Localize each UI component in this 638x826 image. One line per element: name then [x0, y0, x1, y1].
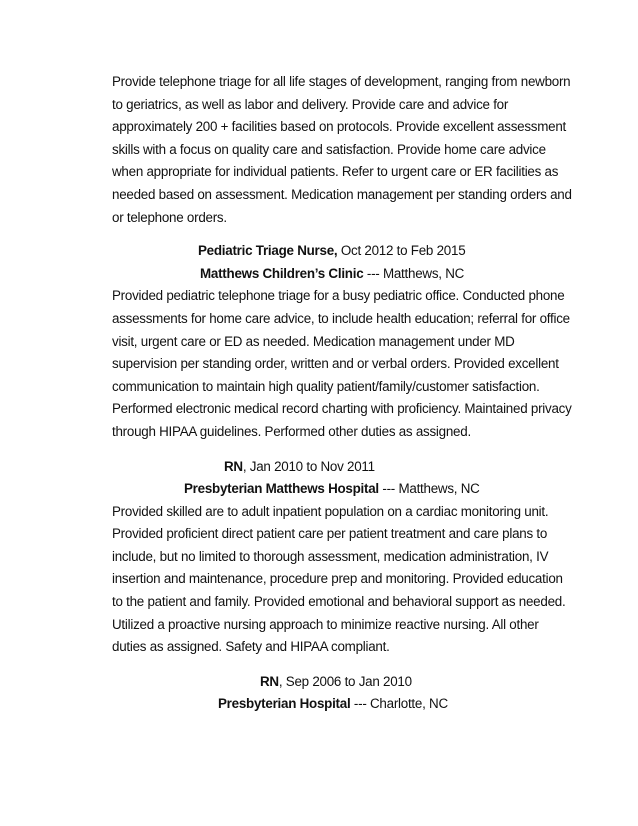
employer-name: Matthews Children’s Clinic — [200, 265, 364, 281]
job-dates: , Sep 2006 to Jan 2010 — [278, 673, 412, 689]
job-title-line — [112, 240, 572, 263]
employer-line — [112, 693, 572, 716]
job-title: Pediatric Triage Nurse, — [198, 243, 338, 259]
job-entry — [112, 240, 572, 443]
job-title: RN — [260, 673, 279, 689]
spacer — [112, 229, 572, 240]
job-dates: , Jan 2010 to Nov 2011 — [242, 458, 375, 474]
resume-page — [112, 71, 572, 716]
employer-location: --- Matthews, NC — [378, 481, 480, 497]
job-dates: Oct 2012 to Feb 2015 — [337, 243, 466, 259]
employer-location: --- Charlotte, NC — [350, 696, 448, 712]
job-title-line — [112, 671, 572, 694]
job-title: RN — [224, 458, 243, 474]
job-title-line — [112, 456, 572, 479]
employer-name: Presbyterian Matthews Hospital — [184, 481, 379, 497]
intro-paragraph: Provide telephone triage for all life stages of development, ranging from newborn to geriatrics, as well as labor and delivery. Provide care and advice for approximately 200 + facilities based on protocols. Provide excellent assessment skills with a focus on quality care and satisfaction. Provide home care advice when appropriate for individual patients. Refer to urgent care or ER facilities as needed based on assessment. Medication management per standing orders and or telephone orders. — [112, 74, 572, 225]
job-description: Provided skilled are to adult inpatient population on a cardiac monitoring unit. Provided proficient direct patient care per patient treatment and care plans to include, but no limited to thorough assessment, medication administration, IV insertion and maintenance, procedure prep and monitoring. Provided education to the patient and family. Provided emotional and behavioral support as needed. Utilized a proactive nursing approach to minimize reactive nursing. All other duties as assigned. Safety and HIPAA compliant. — [112, 503, 566, 655]
employer-name: Presbyterian Hospital — [218, 696, 351, 712]
job-entry — [112, 456, 572, 659]
spacer — [112, 444, 572, 456]
employer-line — [112, 478, 572, 501]
employer-location: --- Matthews, NC — [363, 265, 465, 281]
employer-line — [112, 263, 572, 286]
spacer — [112, 659, 572, 671]
job-entry — [112, 671, 572, 716]
job-description: Provided pediatric telephone triage for a busy pediatric office. Conducted phone assessments for home care advice, to include health education; referral for office visit, urgent care or ED as needed. Medication management under MD supervision per standing order, written and or verbal orders. Provided excellent communication to maintain high quality patient/family/customer satisfaction. Performed electronic medical record charting with proficiency. Maintained privacy through HIPAA guidelines. Performed other duties as assigned. — [112, 288, 572, 439]
